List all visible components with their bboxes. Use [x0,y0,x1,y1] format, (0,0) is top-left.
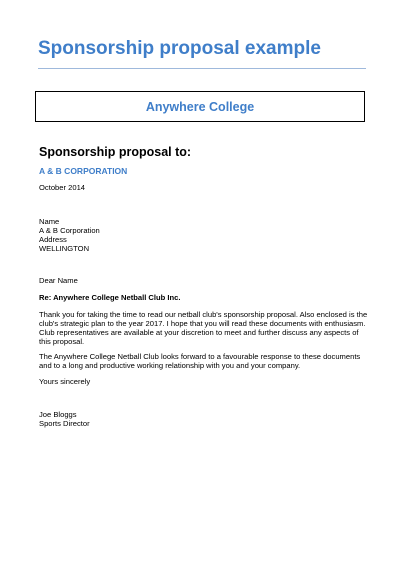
paragraph-1-line: Thank you for taking the time to read our netball club's sponsorship proposal. Also enclosed is the [39,310,368,319]
paragraph-2-line: The Anywhere College Netball Club looks forward to a favourable response to these documents [39,352,361,361]
paragraph-1-line: this proposal. [39,337,85,346]
address-street: Address [39,235,67,244]
paragraph-1-line: club's strategic plan to the year 2017. I hope that you will read these documents with enthusiasm. [39,319,366,328]
subject-line: Re: Anywhere College Netball Club Inc. [39,293,181,302]
paragraph-2-line: and to a long and productive working relationship with you and your company. [39,361,301,370]
proposal-heading: Sponsorship proposal to: [39,145,192,159]
college-header-box [35,91,365,122]
salutation: Dear Name [39,276,78,285]
college-name: Anywhere College [145,99,255,114]
closing: Yours sincerely [39,377,91,386]
title-underline [38,68,366,69]
signature-name: Joe Bloggs [39,410,77,419]
signature-title: Sports Director [39,419,90,428]
paragraph-2 [39,352,369,370]
page-title: Sponsorship proposal example [38,38,321,59]
letter-date: October 2014 [39,183,86,192]
address-name: Name [39,217,60,226]
recipient-corporation: A & B CORPORATION [39,166,128,176]
address-company: A & B Corporation [39,226,100,235]
paragraph-1 [39,310,369,346]
paragraph-1-line: Club representatives are available at your discretion to meet and further discuss any aspects of [39,328,359,337]
recipient-address [39,217,100,253]
address-city: WELLINGTON [39,244,90,253]
signature-block [39,410,90,428]
